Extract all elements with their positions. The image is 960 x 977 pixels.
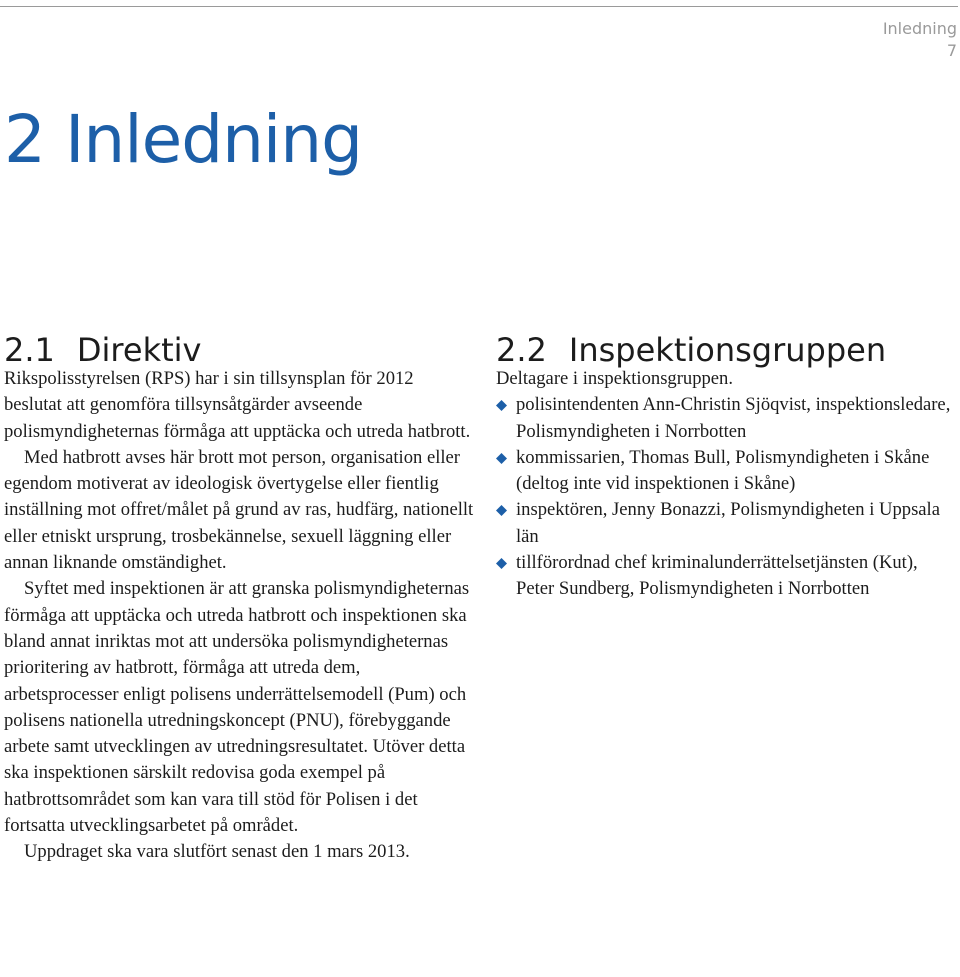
list-item bbox=[496, 392, 956, 445]
member-list bbox=[496, 392, 956, 602]
diamond-bullet-icon bbox=[496, 558, 507, 569]
section-heading-text: Direktiv bbox=[76, 331, 202, 369]
top-rule bbox=[0, 6, 958, 7]
section-number: 2.1 bbox=[4, 331, 55, 369]
paragraph: Syftet med inspektionen är att granska polismyndigheternas förmåga att upptäcka och utreda hatbrott och inspektionen ska bland annat inriktas mot att undersöka polismyndigheternas prioritering av hatbrott, förmåga att utreda dem, arbetsprocesser enligt polisens underrättelsemodell (Pum) och polisens nationella utredningskoncept (PNU), förebyggande arbete samt utvecklingen av utredningsresultatet. Utöver detta ska inspektionen särskilt redovisa goda exempel på hatbrottsområdet som kan vara till stöd för Polisen i det fortsatta utvecklingsarbetet på området. bbox=[4, 578, 470, 837]
paragraph: Med hatbrott avses här brott mot person, organisation eller egendom motiverat av ideologisk övertygelse eller fientlig inställning mot offret/målet på grund av ras, hudfärg, nationellt eller etniskt ursprung, trosbekännelse, sexuell läggning eller annan liknande omständighet. bbox=[4, 446, 474, 574]
section-heading-text: Inspektionsgruppen bbox=[568, 331, 887, 369]
running-head-section: Inledning bbox=[882, 19, 957, 38]
section-heading-inspektionsgruppen bbox=[496, 330, 956, 370]
running-head bbox=[883, 18, 957, 62]
chapter-title: 2 Inledning bbox=[4, 101, 362, 178]
member-text: polisintendenten Ann-Christin Sjöqvist, inspektionsledare, Polismyndigheten i Norrbotten bbox=[516, 394, 951, 442]
paragraph: Uppdraget ska vara slutfört senast den 1 mars 2013. bbox=[24, 841, 410, 863]
paragraph: Rikspolisstyrelsen (RPS) har i sin tillsynsplan för 2012 beslutat att genomföra tillsynsåtgärder avseende polismyndigheternas förmåga att upptäcka och utreda hatbrott. bbox=[4, 368, 471, 442]
page-number: 7 bbox=[946, 41, 957, 60]
diamond-bullet-icon bbox=[496, 453, 507, 464]
diamond-bullet-icon bbox=[496, 400, 507, 411]
section-heading-direktiv bbox=[4, 330, 476, 370]
member-text: tillförordnad chef kriminalunderrättelsetjänsten (Kut), Peter Sundberg, Polismyndigheten i Norrbotten bbox=[516, 552, 918, 600]
list-item bbox=[496, 550, 956, 603]
section-number: 2.2 bbox=[496, 331, 547, 369]
diamond-bullet-icon bbox=[496, 505, 507, 516]
section-inspektionsgruppen bbox=[496, 330, 956, 603]
list-item bbox=[496, 497, 956, 550]
list-item bbox=[496, 445, 956, 498]
section-direktiv bbox=[4, 330, 476, 866]
list-intro: Deltagare i inspektionsgruppen. bbox=[496, 368, 734, 389]
member-text: kommissarien, Thomas Bull, Polismyndigheten i Skåne (deltog inte vid inspektionen i Skåne) bbox=[516, 446, 930, 495]
member-text: inspektören, Jenny Bonazzi, Polismyndigheten i Uppsala län bbox=[516, 499, 940, 547]
